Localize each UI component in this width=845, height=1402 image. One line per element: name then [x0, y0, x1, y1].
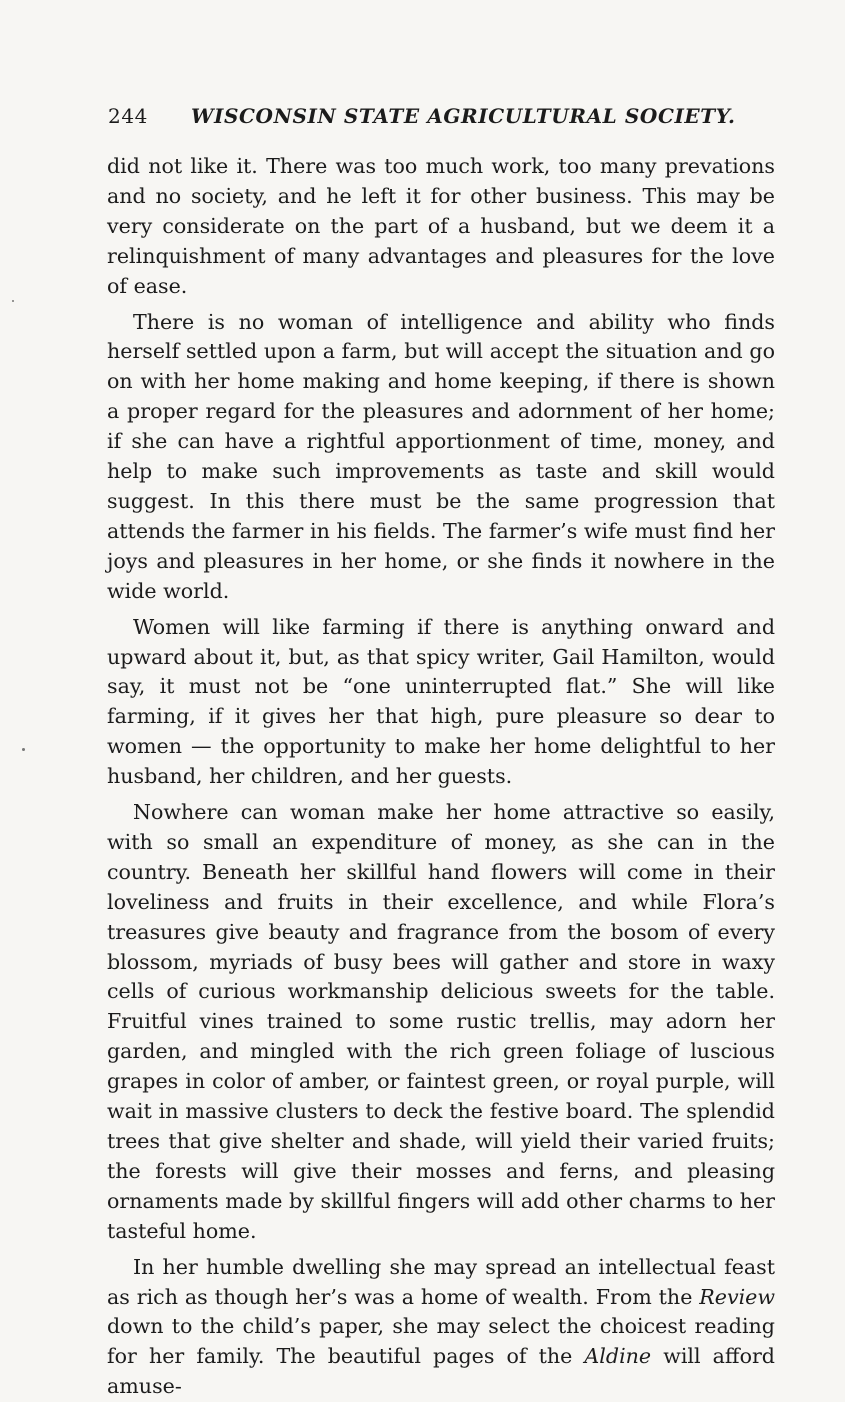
paragraph: Nowhere can woman make her home attractive so easily, with so small an expenditure of money, as she can in the country. Beneath her skillful hand flowers will come in their loveliness and fruits in their excellence, and while Flora’s treasures give beauty and fragrance from the bosom of every blossom, myriads of busy bees will gather and store in waxy cells of curious workmanship delicious sweets for the table. Fruitful vines trained to some rustic trellis, may adorn her garden, and mingled with the rich green foliage of luscious grapes in color of amber, or faintest green, or royal purple, will wait in massive clusters to deck the festive board. The splendid trees that give shelter and shade, will yield their varied fruits; the forests will give their mosses and ferns, and pleasing ornaments made by skillful fingers will add other charms to her tasteful home.	[107, 800, 775, 1243]
text-run: will afford amuse-	[107, 1344, 775, 1399]
text-run: In her humble dwelling she may spread an intellectual feast as rich as though her’s was a home of wealth. From the	[107, 1254, 775, 1309]
paragraph: Women will like farming if there is anything onward and upward about it, but, as that spicy writer, Gail Hamilton, would say, it must not be “one uninterrupted flat.” She will like farming, if it gives her that high, pure pleasure so dear to women — the opportunity to make her home delightful to her husband, her children, and her guests.	[107, 614, 775, 789]
paper-speck	[22, 748, 25, 751]
paper-speck	[12, 300, 14, 302]
journal-title-review: Review	[699, 1284, 775, 1309]
running-title: WISCONSIN STATE AGRICULTURAL SOCIETY.	[190, 104, 736, 128]
paragraph-continued: did not like it. There was too much work, too many prevations and no society, and he left it for other business. This may be very considerate on the part of a husband, but we deem it a relinquishment of many advantages and pleasures for the love of ease.	[107, 154, 775, 298]
journal-title-aldine: Aldine	[584, 1344, 652, 1369]
paragraph: There is no woman of intelligence and ability who finds herself settled upon a farm, but will accept the situation and go on with her home making and home keeping, if there is shown a proper regard for the pleasures and adornment of her home; if she can have a rightful apportionment of time, money, and help to make such improvements as taste and skill would suggest. In this there must be the same progression that attends the farmer in his fields. The farmer’s wife must find her joys and pleasures in her home, or she finds it nowhere in the wide world.	[107, 309, 775, 603]
body-text	[107, 152, 775, 1402]
page-header	[108, 104, 788, 128]
text-run: down to the child’s paper, she may select the choicest reading for her family. The beautiful pages of the	[107, 1314, 775, 1369]
page-number: 244	[108, 104, 148, 128]
